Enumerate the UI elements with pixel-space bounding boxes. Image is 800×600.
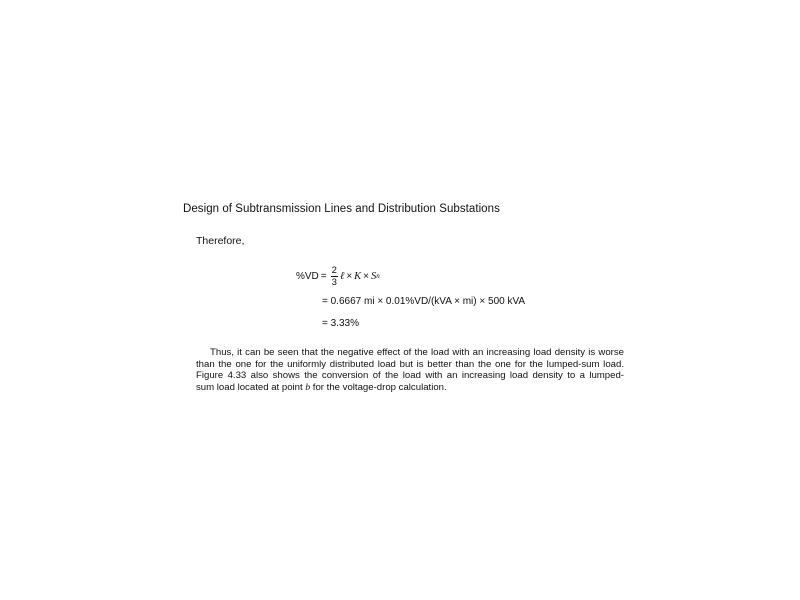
paragraph-line — [196, 382, 624, 394]
equation-line-1 — [296, 263, 380, 289]
point-label: b — [305, 381, 311, 393]
equation-line-2: = 0.6667 mi × 0.01%VD/(kVA × mi) × 500 kVA — [322, 296, 526, 307]
fraction-two-thirds — [331, 266, 338, 287]
load-subscript: n — [376, 272, 380, 280]
paragraph-text: for the voltage-drop calculation. — [310, 381, 447, 393]
times-sign: × — [363, 270, 370, 282]
paragraph-line: Thus, it can be seen that the negative effect of the load with an increasing load density is worse — [210, 347, 624, 358]
length-symbol: ℓ — [339, 270, 345, 282]
intro-text: Therefore, — [196, 235, 245, 247]
paragraph-line: than the one for the uniformly distributed load but is better than the one for the lumped-sum load. — [196, 358, 624, 370]
k-constant-symbol: K — [354, 270, 362, 282]
paragraph-text: sum load located at point — [196, 381, 306, 393]
equals-sign: = — [320, 270, 327, 282]
running-head: Design of Subtransmission Lines and Distribution Substations — [183, 203, 500, 215]
equation-lhs: %VD — [296, 270, 319, 282]
times-sign: × — [346, 270, 353, 282]
equation-line-3: = 3.33% — [322, 318, 359, 329]
fraction-denominator: 3 — [331, 276, 337, 288]
load-symbol: S — [371, 270, 377, 282]
body-paragraph — [196, 347, 624, 393]
paragraph-line: Figure 4.33 also shows the conversion of the load with an increasing load density to a lumped- — [196, 370, 624, 382]
fraction-numerator: 2 — [331, 264, 337, 276]
